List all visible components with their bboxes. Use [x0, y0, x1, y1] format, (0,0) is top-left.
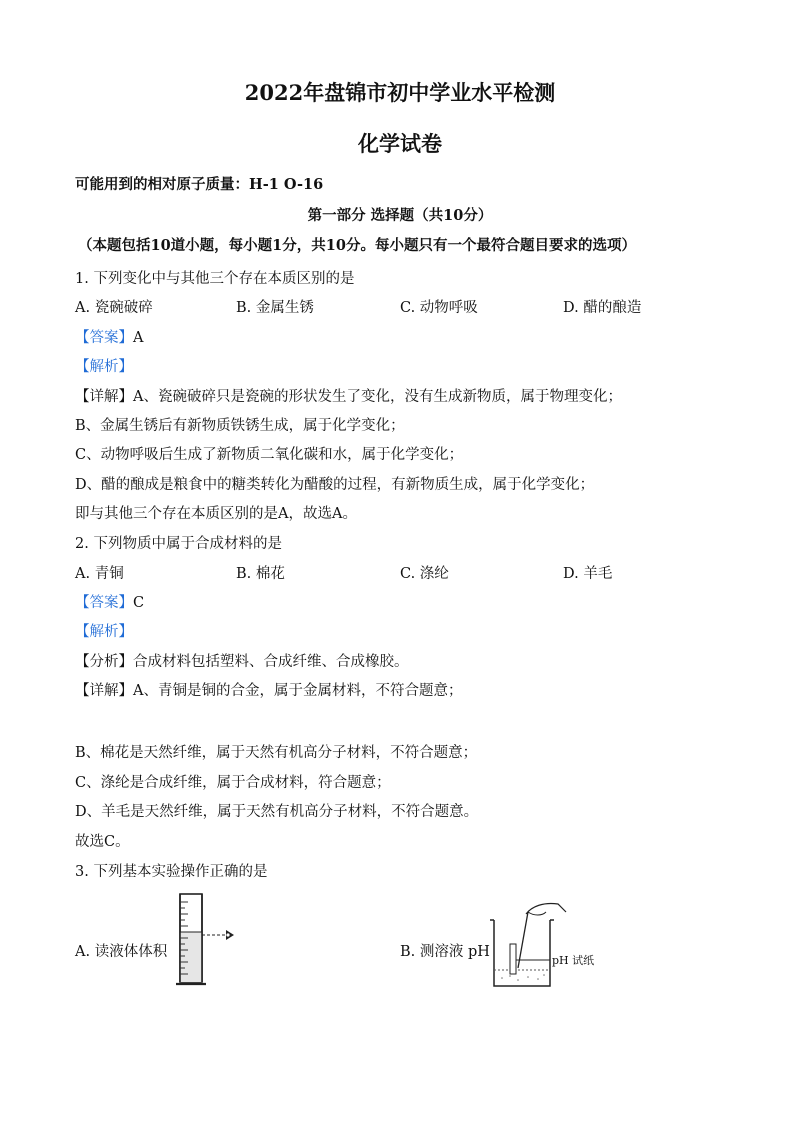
q2-option-a: A. 青铜 — [75, 566, 124, 582]
q3-option-a: A. 读液体体积 — [75, 944, 168, 960]
graduated-cylinder-figure — [170, 890, 245, 990]
q2-analysis — [75, 650, 409, 671]
q2-conclusion: 故选C。 — [75, 834, 130, 850]
answer-tag: 【答案】 — [75, 330, 133, 346]
q1-detail-c: C、动物呼吸后生成了新物质二氧化碳和水，属于化学变化； — [75, 447, 464, 463]
q1-conclusion: 即与其他三个存在本质区别的是A，故选A。 — [75, 506, 357, 522]
section-note: （本题包括10道小题，每小题1分，共10分。每小题只有一个最符合题目要求的选项） — [78, 237, 636, 254]
detail-text: A、瓷碗破碎只是瓷碗的形状发生了变化，没有生成新物质，属于物理变化； — [133, 389, 622, 405]
q2-detail-d: D、羊毛是天然纤维，属于天然有机高分子材料，不符合题意。 — [75, 804, 479, 820]
q2-analysis-tag: 【解析】 — [75, 624, 133, 640]
q3-stem: 3. 下列基本实验操作正确的是 — [75, 864, 268, 880]
q2-option-b: B. 棉花 — [236, 566, 285, 582]
analysis-sub-tag: 【分析】 — [75, 654, 133, 670]
answer-tag: 【答案】 — [75, 595, 133, 611]
q2-detail-c: C、涤纶是合成纤维，属于合成材料，符合题意； — [75, 775, 391, 791]
answer-value: C — [133, 595, 145, 611]
document-subtitle: 化学试卷 — [358, 131, 442, 156]
q1-analysis-tag: 【解析】 — [75, 359, 133, 375]
q1-option-d: D. 醋的酿造 — [563, 300, 642, 316]
q1-option-b: B. 金属生锈 — [236, 300, 314, 316]
q2-option-d: D. 羊毛 — [563, 566, 613, 582]
q1-stem: 1. 下列变化中与其他三个存在本质区别的是 — [75, 271, 355, 287]
q2-detail-b: B、棉花是天然纤维，属于天然有机高分子材料，不符合题意； — [75, 745, 478, 761]
q1-detail-a — [75, 385, 622, 406]
detail-tag: 【详解】 — [75, 683, 133, 699]
analysis-text: 合成材料包括塑料、合成纤维、合成橡胶。 — [133, 654, 409, 670]
ph-test-figure — [488, 898, 628, 994]
q1-option-a: A. 瓷碗破碎 — [75, 300, 153, 316]
q1-detail-d: D、醋的酿成是粮食中的糖类转化为醋酸的过程，有新物质生成，属于化学变化； — [75, 477, 595, 493]
atomic-mass-note: 可能用到的相对原子质量：H-1 O-16 — [75, 176, 324, 193]
detail-tag: 【详解】 — [75, 389, 133, 405]
q2-detail-a — [75, 679, 462, 700]
ph-paper-label: pH 试纸 — [552, 954, 595, 967]
q2-option-c: C. 涤纶 — [400, 566, 449, 582]
q2-stem: 2. 下列物质中属于合成材料的是 — [75, 536, 282, 552]
detail-text: A、青铜是铜的合金，属于金属材料，不符合题意； — [133, 683, 463, 699]
answer-value: A — [133, 330, 144, 346]
q1-option-c: C. 动物呼吸 — [400, 300, 478, 316]
q2-answer — [75, 591, 144, 612]
q1-answer — [75, 326, 143, 347]
section-title: 第一部分 选择题（共10分） — [307, 207, 493, 224]
q1-detail-b: B、金属生锈后有新物质铁锈生成，属于化学变化； — [75, 418, 405, 434]
document-title: 2022年盘锦市初中学业水平检测 — [244, 80, 556, 105]
q3-option-b: B. 测溶液 pH — [400, 944, 490, 960]
